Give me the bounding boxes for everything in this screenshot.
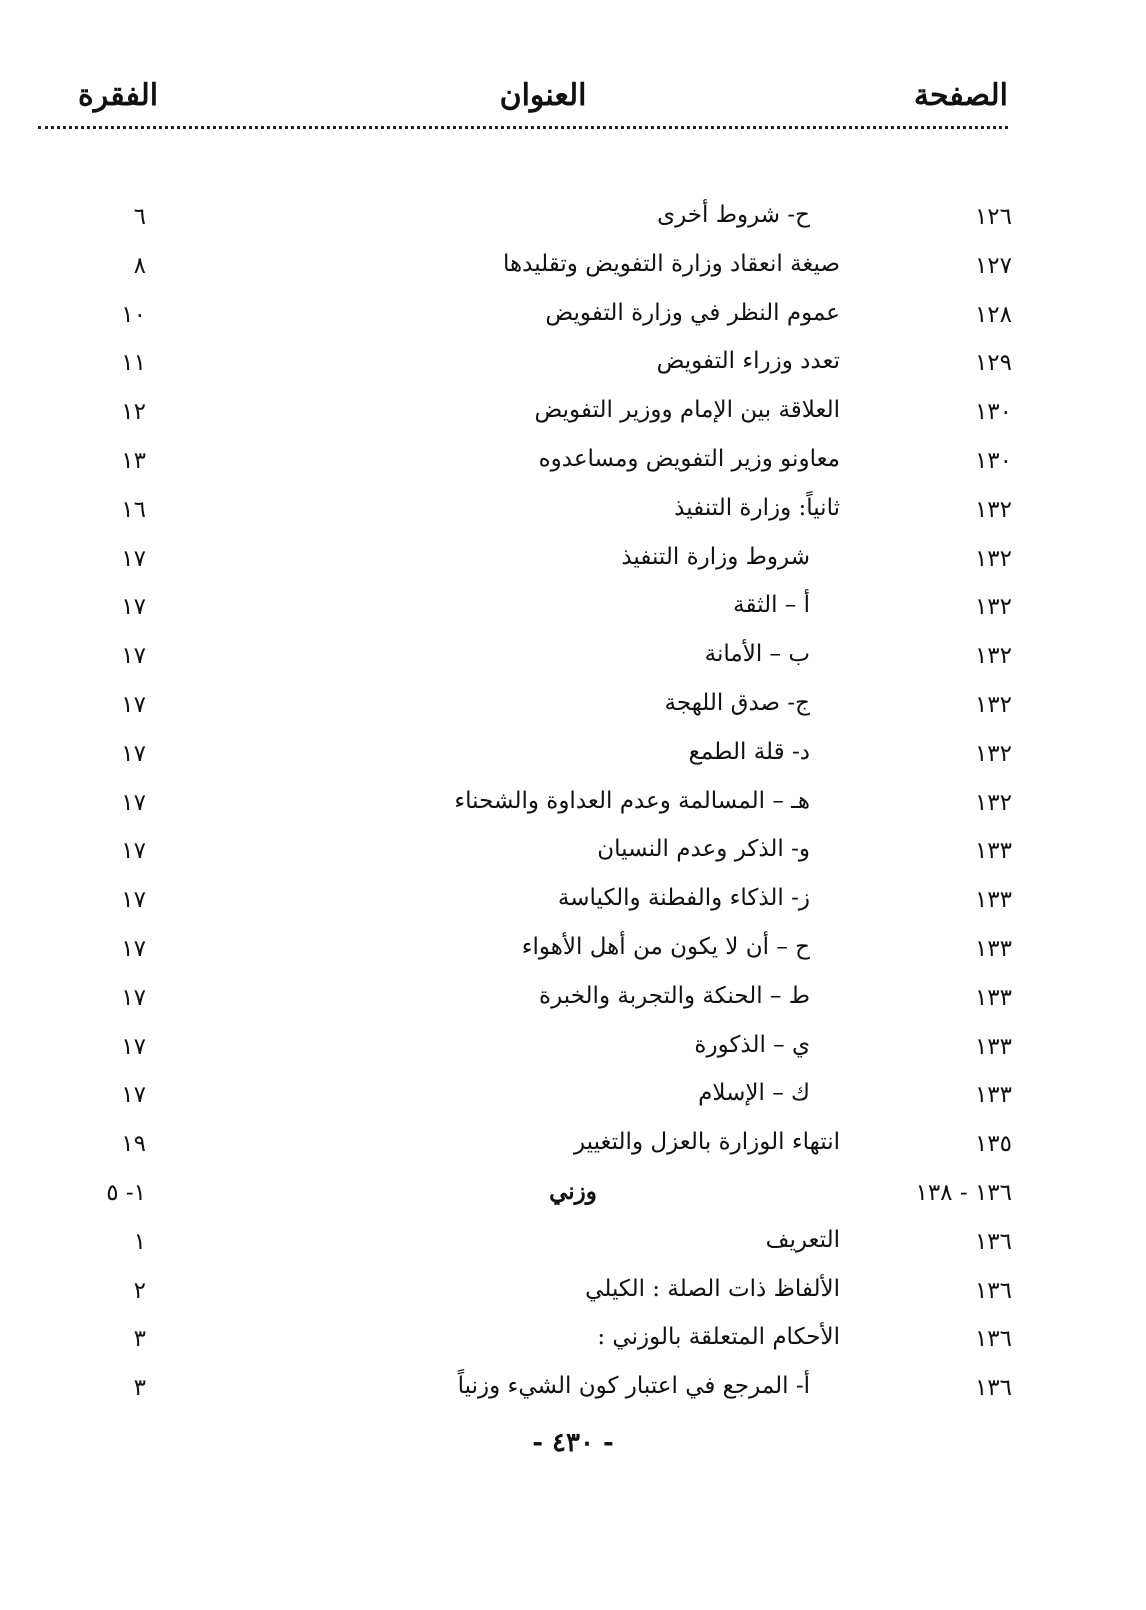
row-page-number: ١٣٦ - ١٣٨	[915, 1179, 1012, 1206]
index-row	[0, 1172, 1146, 1221]
index-row	[0, 196, 1146, 245]
row-page-number: ١٣٥	[974, 1131, 1012, 1158]
row-page-number: ١٣٢	[974, 691, 1012, 718]
index-row	[0, 1221, 1146, 1270]
index-row	[0, 1074, 1146, 1123]
row-paragraph-number: ١٧	[121, 935, 146, 962]
row-page-number: ١٣٣	[974, 1082, 1012, 1109]
row-page-number: ١٣٣	[974, 1033, 1012, 1060]
index-row	[0, 830, 1146, 879]
row-page-number: ١٣٦	[974, 1326, 1012, 1353]
row-page-number: ١٣٦	[974, 1228, 1012, 1255]
row-page-number: ١٢٨	[974, 301, 1012, 328]
row-paragraph-number: ١٣	[121, 447, 146, 474]
row-title: الألفاظ ذات الصلة : الكيلي	[585, 1275, 840, 1302]
row-title: ج- صدق اللهجة	[664, 689, 810, 716]
row-title: ح- شروط أخرى	[657, 202, 810, 228]
row-page-number: ١٢٧	[974, 252, 1012, 279]
index-row	[0, 440, 1146, 489]
row-title: انتهاء الوزارة بالعزل والتغيير	[573, 1129, 840, 1156]
row-title: ط – الحنكة والتجربة والخبرة	[539, 982, 810, 1009]
row-paragraph-number: ٣	[133, 1326, 146, 1353]
row-title: عموم النظر في وزارة التفويض	[545, 299, 840, 326]
index-row	[0, 733, 1146, 782]
row-paragraph-number: ١٢	[121, 399, 146, 426]
index-row	[0, 879, 1146, 928]
row-page-number: ١٣٦	[974, 1375, 1012, 1402]
row-paragraph-number: ١٧	[121, 594, 146, 621]
row-paragraph-number: ١- ٥	[106, 1179, 146, 1206]
index-row	[0, 586, 1146, 635]
index-row	[0, 1318, 1146, 1367]
row-paragraph-number: ١٦	[121, 496, 146, 523]
index-rows	[0, 196, 1146, 1416]
table-header	[78, 78, 1008, 128]
index-row	[0, 928, 1146, 977]
row-paragraph-number: ١٧	[121, 740, 146, 767]
header-paragraph-column: الفقرة	[78, 78, 159, 113]
row-paragraph-number: ١٧	[121, 838, 146, 865]
row-title: أ- المرجع في اعتبار كون الشيء وزنياً	[457, 1373, 810, 1400]
row-paragraph-number: ٣	[133, 1375, 146, 1402]
row-title: ك – الإسلام	[698, 1080, 810, 1107]
row-title: ح – أن لا يكون من أهل الأهواء	[521, 933, 810, 960]
row-paragraph-number: ١	[133, 1228, 146, 1255]
row-paragraph-number: ١٧	[121, 643, 146, 670]
header-dotted-divider	[38, 126, 1008, 129]
index-row	[0, 489, 1146, 538]
row-page-number: ١٣٢	[974, 545, 1012, 572]
row-title: ب – الأمانة	[704, 641, 810, 668]
row-title: أ – الثقة	[733, 592, 810, 619]
row-page-number: ١٣٠	[974, 447, 1012, 474]
row-page-number: ١٣٦	[974, 1277, 1012, 1304]
row-page-number: ١٢٩	[974, 350, 1012, 377]
row-title: التعريف	[765, 1226, 840, 1253]
row-title: ز- الذكاء والفطنة والكياسة	[557, 885, 810, 912]
row-paragraph-number: ٨	[133, 252, 146, 279]
row-page-number: ١٣٢	[974, 643, 1012, 670]
row-title: ثانياً: وزارة التنفيذ	[674, 494, 840, 521]
index-row	[0, 635, 1146, 684]
row-paragraph-number: ١٧	[121, 984, 146, 1011]
page-number: - ٤٣٠ -	[532, 1428, 614, 1458]
row-page-number: ١٣٠	[974, 399, 1012, 426]
index-row	[0, 1026, 1146, 1075]
row-paragraph-number: ٢	[133, 1277, 146, 1304]
row-page-number: ١٣٣	[974, 984, 1012, 1011]
index-row	[0, 782, 1146, 831]
row-title: وزني	[549, 1177, 597, 1205]
index-row	[0, 391, 1146, 440]
row-page-number: ١٣٣	[974, 838, 1012, 865]
row-paragraph-number: ٦	[133, 204, 146, 230]
index-row	[0, 245, 1146, 294]
index-row	[0, 1123, 1146, 1172]
header-title-column: العنوان	[499, 78, 587, 113]
header-page-column: الصفحة	[913, 78, 1008, 113]
row-title: ي – الذكورة	[694, 1031, 810, 1058]
row-title: شروط وزارة التنفيذ	[621, 543, 810, 570]
row-title: معاونو وزير التفويض ومساعدوه	[538, 445, 840, 472]
row-paragraph-number: ١٧	[121, 1033, 146, 1060]
row-paragraph-number: ١٩	[121, 1131, 146, 1158]
row-title: صيغة انعقاد وزارة التفويض وتقليدها	[502, 250, 840, 277]
row-paragraph-number: ١٠	[121, 301, 146, 328]
row-paragraph-number: ١٧	[121, 1082, 146, 1109]
row-page-number: ١٣٣	[974, 935, 1012, 962]
row-page-number: ١٣٣	[974, 887, 1012, 914]
row-title: هـ – المسالمة وعدم العداوة والشحناء	[454, 787, 810, 814]
row-page-number: ١٢٦	[974, 204, 1012, 230]
row-page-number: ١٣٢	[974, 789, 1012, 816]
index-row	[0, 1367, 1146, 1416]
row-paragraph-number: ١٧	[121, 691, 146, 718]
row-paragraph-number: ١٧	[121, 887, 146, 914]
row-page-number: ١٣٢	[974, 496, 1012, 523]
row-title: الأحكام المتعلقة بالوزني :	[597, 1324, 840, 1351]
index-row	[0, 684, 1146, 733]
row-paragraph-number: ١٧	[121, 789, 146, 816]
row-page-number: ١٣٢	[974, 740, 1012, 767]
row-paragraph-number: ١٧	[121, 545, 146, 572]
index-row	[0, 538, 1146, 587]
row-page-number: ١٣٢	[974, 594, 1012, 621]
index-row	[0, 294, 1146, 343]
row-title: د- قلة الطمع	[688, 738, 810, 765]
row-paragraph-number: ١١	[121, 350, 146, 377]
row-title: تعدد وزراء التفويض	[656, 348, 840, 375]
index-row	[0, 1270, 1146, 1319]
index-row	[0, 977, 1146, 1026]
row-title: العلاقة بين الإمام ووزير التفويض	[534, 397, 840, 424]
index-row	[0, 342, 1146, 391]
row-title: و- الذكر وعدم النسيان	[597, 836, 810, 863]
